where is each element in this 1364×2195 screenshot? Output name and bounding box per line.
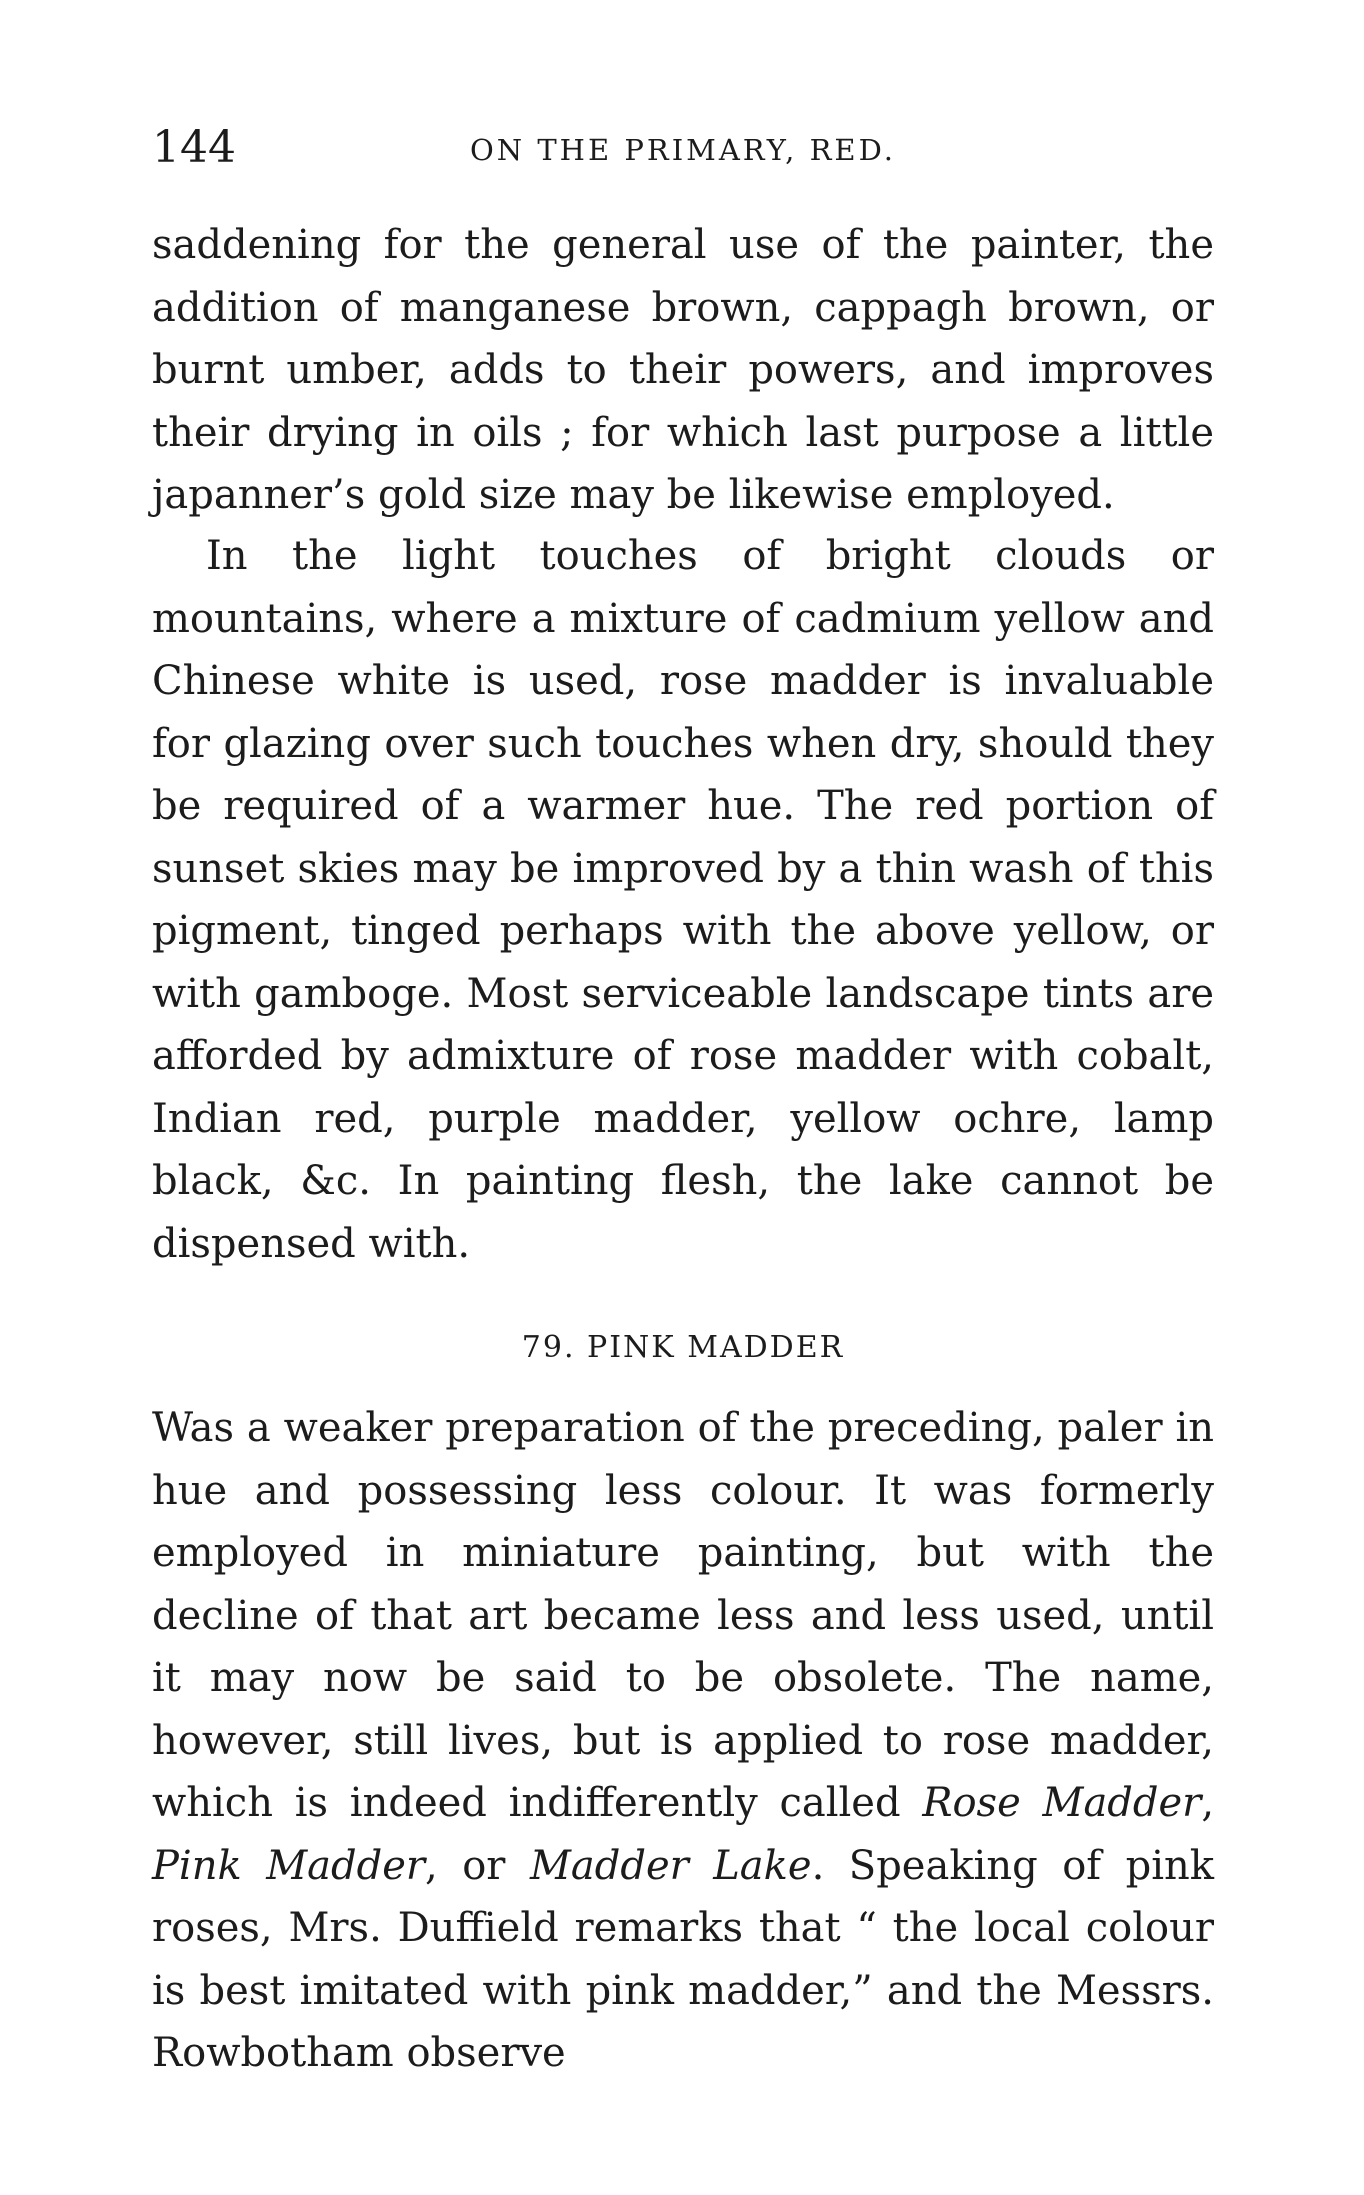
name-rose-madder: Rose Madder: [922, 1780, 1202, 1826]
name-madder-lake: Madder Lake: [529, 1842, 812, 1889]
paragraph-text: In the light touches of bright clouds or mountains, where a mixture of cadmium yellow and Chinese white is used, rose madder is invaluable for glazing over such touches when dry, should they be required of a warmer hue. The red portion of sunset skies may be improved by a thin wash of this pigment, tinged perhaps with the above yellow, or with gamboge. Most serviceable landscape tints are afforded by admixture of rose madder with cobalt, Indian red, purple madder, yellow ochre, lamp black, &c. In painting flesh, the lake cannot be dispensed with.: [152, 533, 1214, 1267]
paragraph-pink-madder: [152, 1397, 1214, 2085]
page-header: [152, 118, 1214, 178]
separator: , or: [425, 1842, 530, 1889]
paragraph-text: [152, 1397, 1214, 2085]
running-head: ON THE PRIMARY, RED.: [469, 133, 897, 167]
page-number: 144: [152, 122, 236, 173]
text-before-names: Was a weaker preparation of the preceding, paler in hue and possessing less colour. It was formerly employed in miniature painting, but with the decline of that art became less and less used, until it may now be said to be obsolete. The name, however, still lives, but is applied to rose madder, which is indeed indifferently called: [152, 1405, 1214, 1826]
paragraph-light-touches: [152, 525, 1214, 1275]
separator: ,: [1201, 1780, 1215, 1826]
paragraph-text: saddening for the general use of the painter, the addition of manganese brown, cappagh brown, or burnt umber, adds to their powers, and improves their drying in oils ; for which last purpose a little japanner’s gold size may be likewise employed.: [152, 222, 1214, 518]
name-pink-madder: Pink Madder: [152, 1842, 426, 1889]
section-heading: 79. PINK MADDER: [521, 1330, 845, 1365]
paragraph-continued: [152, 214, 1214, 527]
text-after-names: . Speaking of pink roses, Mrs. Duffield remarks that “ the local colour is best imitated with pink madder,” and the Messrs. Rowbotham observe: [152, 1842, 1214, 2076]
